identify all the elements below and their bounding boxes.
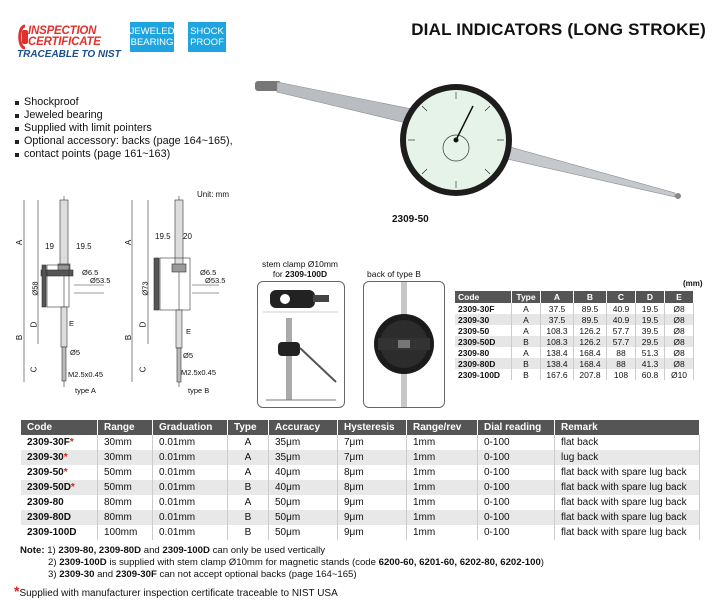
dim-e-label-typeB: E [186,327,192,336]
cell-c: 57.7 [607,325,636,336]
stem-caption-for: for [272,269,286,279]
cell-b: 168.4 [574,347,607,358]
cell-type: A [228,435,269,450]
type-a-label: type A [75,386,96,395]
note-3-model1: 2309-30 [59,569,95,580]
note-1-and: and [141,545,163,556]
cell-range-rev: 1mm [407,480,478,495]
cert-title-line2: CERTIFICATE [28,36,101,48]
code-text: 2309-30 [27,452,64,463]
stem-clamp-caption [255,259,345,279]
footer-note [14,583,338,599]
certificate-star: * [70,482,75,493]
cell-dial-reading: 0-100 [478,450,555,465]
dial-center [454,138,459,143]
cell-remark: flat back with spare lug back [555,465,700,480]
cell-graduation: 0.01mm [153,525,228,540]
cell-graduation: 0.01mm [153,510,228,525]
dim-b-label-typeB: B [124,334,134,341]
dim-m25-label-typeA: M2.5x0.45 [68,370,104,379]
cell-code: 2309-30 [455,314,512,325]
dim-19-label-typeA: 19 [45,242,54,251]
cell-d: 41.3 [636,358,665,369]
table-row [21,480,700,495]
certificate-title [28,26,101,48]
cell-code: 2309-80D [455,358,512,369]
cell-graduation: 0.01mm [153,435,228,450]
cell-a: 37.5 [541,314,574,325]
table-row [455,336,694,347]
cell-type: B [228,525,269,540]
dim-table-unit: (mm) [683,279,703,288]
footer-text: Supplied with manufacturer inspection certificate traceable to NIST USA [19,588,338,599]
dim-195-label-typeB: 19.5 [155,232,171,241]
cell-e: Ø8 [665,358,694,369]
cell-d: 39.5 [636,325,665,336]
note-1-models: 2309-80, 2309-80D [58,545,142,556]
cell-type: A [228,495,269,510]
feature-item: Jeweled bearing [14,109,233,122]
dim-col-a: A [541,291,574,303]
cell-code: 2309-80 [455,347,512,358]
badge-shock-line2: PROOF [190,37,224,48]
dim-col-c: C [607,291,636,303]
cell-dial-reading: 0-100 [478,525,555,540]
cell-e: Ø10 [665,369,694,380]
cell-code: 2309-50D [455,336,512,347]
note-3-prefix: 3) [48,569,60,580]
dim-e-label-typeA: E [69,319,75,328]
cell-e: Ø8 [665,325,694,336]
cell-dial-reading: 0-100 [478,510,555,525]
note-3-and: and [94,569,116,580]
dim-m25-label-typeB: M2.5x0.45 [181,368,217,377]
cell-code [21,480,98,495]
cell-range: 80mm [98,510,153,525]
cell-code: 2309-100D [455,369,512,380]
cell-accuracy: 50μm [269,495,338,510]
cell-remark: flat back [555,435,700,450]
page-title: DIAL INDICATORS (LONG STROKE) [411,20,706,39]
cell-hysteresis: 8μm [338,480,407,495]
jeweled-bearing-badge [130,22,174,52]
cell-c: 40.9 [607,314,636,325]
cell-graduation: 0.01mm [153,495,228,510]
note-3 [20,569,544,581]
note-1-prefix: 1) [47,545,59,556]
cell-range-rev: 1mm [407,465,478,480]
col-graduation: Graduation [153,420,228,435]
cell-type: A [512,325,541,336]
cell-b: 168.4 [574,358,607,369]
cell-d: 51.3 [636,347,665,358]
table-row [21,435,700,450]
table-row [21,450,700,465]
note-2-codes: 6200-60, 6201-60, 6202-80, 6202-100 [378,557,541,568]
table-row [455,325,694,336]
cell-c: 88 [607,347,636,358]
dim-a-label-typeA: A [15,239,25,246]
cell-type: A [512,303,541,314]
dim-c-label-typeA: C [29,366,39,373]
col-dial-reading: Dial reading [478,420,555,435]
cell-e: Ø8 [665,347,694,358]
cell-c: 57.7 [607,336,636,347]
table-row [21,525,700,540]
cell-e: Ø8 [665,303,694,314]
dim-col-type: Type [512,291,541,303]
cell-graduation: 0.01mm [153,465,228,480]
table-row [455,303,694,314]
cell-remark: flat back with spare lug back [555,525,700,540]
table-row [21,510,700,525]
dim-b-label-typeA: B [15,334,25,341]
feature-item-continued [14,148,233,161]
cell-type: A [512,347,541,358]
cell-accuracy: 40μm [269,480,338,495]
note-2-end: ) [540,557,544,568]
col-code: Code [21,420,98,435]
back-type-b-illustration [364,282,444,407]
contact-point [675,193,681,199]
cell-graduation: 0.01mm [153,480,228,495]
cell-type: B [512,336,541,347]
table-row [455,369,694,380]
cell-e: Ø8 [665,314,694,325]
cell-type: A [512,314,541,325]
note-1-text: can only be used vertically [209,545,326,556]
cell-b: 207.8 [574,369,607,380]
cell-b: 126.2 [574,336,607,347]
dim-col-e: E [665,291,694,303]
unit-label: Unit: mm [197,190,229,199]
note-1-model3: 2309-100D [162,545,210,556]
badge-jeweled-line2: BEARING [130,37,174,48]
cell-hysteresis: 7μm [338,450,407,465]
dim-phi58-label: Ø58 [30,281,40,296]
cell-code [21,495,98,510]
cell-accuracy: 50μm [269,510,338,525]
cell-accuracy: 40μm [269,465,338,480]
cell-d: 19.5 [636,303,665,314]
col-type: Type [228,420,269,435]
product-model-label: 2309-50 [392,214,429,225]
code-text: 2309-50 [27,467,64,478]
cell-range: 100mm [98,525,153,540]
cell-range: 30mm [98,450,153,465]
dim-195-label-typeA: 19.5 [76,242,92,251]
certificate-star: * [69,437,74,448]
cell-remark: lug back [555,450,700,465]
cell-range: 80mm [98,495,153,510]
cell-type: B [512,369,541,380]
cell-code [21,450,98,465]
cell-type: B [512,358,541,369]
cell-remark: flat back with spare lug back [555,480,700,495]
cell-c: 40.9 [607,303,636,314]
back-type-b-photo [363,281,445,408]
col-range-rev: Range/rev [407,420,478,435]
cell-d: 29.5 [636,336,665,347]
dim-phi5-label-typeA: Ø5 [70,348,81,357]
cell-c: 108 [607,369,636,380]
certificate-star: * [63,452,68,463]
cell-c: 88 [607,358,636,369]
cell-range-rev: 1mm [407,450,478,465]
stem-clamp-illustration [258,282,344,407]
cell-d: 60.8 [636,369,665,380]
cell-b: 126.2 [574,325,607,336]
cell-a: 108.3 [541,325,574,336]
traceable-text: TRACEABLE TO NIST [17,49,121,60]
code-text: 2309-30F [27,437,70,448]
cell-hysteresis: 8μm [338,465,407,480]
table-row [455,314,694,325]
cell-dial-reading: 0-100 [478,465,555,480]
cell-code: 2309-50 [455,325,512,336]
cell-b: 89.5 [574,314,607,325]
spindle-lower [485,140,675,197]
cell-e: Ø8 [665,336,694,347]
cert-title-line1: INSPECTION [28,25,97,37]
dimension-table [455,291,694,380]
badge-shock-line1: SHOCK [190,26,224,37]
table-row [455,347,694,358]
cell-hysteresis: 7μm [338,435,407,450]
code-text: 2309-100D [27,527,77,538]
code-text: 2309-80 [27,497,64,508]
cell-remark: flat back with spare lug back [555,510,700,525]
cell-graduation: 0.01mm [153,450,228,465]
table-row [455,358,694,369]
cell-type: A [228,465,269,480]
feature-item: Shockproof [14,96,233,109]
dim-d-label-typeA: D [29,321,39,328]
badge-jeweled-line1: JEWELED [129,26,175,37]
note-3-text: can not accept optional backs (page 164~165) [156,569,357,580]
cell-a: 37.5 [541,303,574,314]
footer-star: * [14,583,20,599]
col-remark: Remark [555,420,700,435]
dim-phi535-label-typeB: Ø53.5 [205,276,226,285]
table-row [21,465,700,480]
cell-code [21,525,98,540]
stem-clamp-photo [257,281,345,408]
cell-hysteresis: 9μm [338,525,407,540]
note-2-prefix: 2) [48,557,60,568]
cell-code [21,510,98,525]
cell-a: 108.3 [541,336,574,347]
cell-type: B [228,510,269,525]
note-2 [20,557,544,569]
cell-range-rev: 1mm [407,525,478,540]
cell-code [21,435,98,450]
stem-caption-model: 2309-100D [285,269,328,279]
cell-d: 19.5 [636,314,665,325]
cell-hysteresis: 9μm [338,495,407,510]
note-label: Note: [20,545,45,556]
col-range: Range [98,420,153,435]
cell-range: 30mm [98,435,153,450]
cell-b: 89.5 [574,303,607,314]
cell-accuracy: 35μm [269,435,338,450]
cell-type: B [228,480,269,495]
col-hysteresis: Hysteresis [338,420,407,435]
certificate-star: * [63,467,68,478]
dial-indicator-photo [245,70,685,210]
specification-table [21,420,700,540]
type-b-label: type B [188,386,210,395]
dim-20-label-typeB: 20 [183,232,192,241]
code-text: 2309-50D [27,482,71,493]
cell-range: 50mm [98,480,153,495]
cell-hysteresis: 9μm [338,510,407,525]
spec-table-header-row [21,420,700,435]
dim-phi73-label: Ø73 [140,281,150,296]
cell-dial-reading: 0-100 [478,480,555,495]
dim-col-d: D [636,291,665,303]
cell-range-rev: 1mm [407,495,478,510]
cell-dial-reading: 0-100 [478,495,555,510]
dim-phi5-label-typeB: Ø5 [183,351,194,360]
dim-phi65-label-typeA: Ø6.5 [82,268,99,277]
cell-range: 50mm [98,465,153,480]
stem-caption-line1: stem clamp Ø10mm [261,259,339,269]
note-1 [20,545,544,557]
dim-c-label-typeB: C [138,366,148,373]
note-2-text: is supplied with stem clamp Ø10mm for magnetic stands (code [106,557,379,568]
shock-proof-badge [188,22,226,52]
dim-d-label-typeB: D [138,321,148,328]
col-accuracy: Accuracy [269,420,338,435]
features-list [14,96,233,161]
cell-type: A [228,450,269,465]
feature-item: Supplied with limit pointers [14,122,233,135]
dim-a-label-typeB: A [124,239,134,246]
cell-code: 2309-30F [455,303,512,314]
back-type-b-caption: back of type B [367,269,421,279]
dim-col-b: B [574,291,607,303]
cell-accuracy: 35μm [269,450,338,465]
dim-table-header-row [455,291,694,303]
dim-phi65-label-typeB: Ø6.5 [200,268,217,277]
cell-a: 138.4 [541,347,574,358]
cell-accuracy: 50μm [269,525,338,540]
feature-item-text: contact points (page 161~163) [24,148,171,160]
cell-remark: flat back with spare lug back [555,495,700,510]
stem-caption-line2 [255,269,345,279]
dim-col-code: Code [455,291,512,303]
feature-item: Optional accessory: backs (page 164~165), [14,135,233,148]
dim-phi535-label-typeA: Ø53.5 [90,276,111,285]
cell-a: 167.6 [541,369,574,380]
cell-range-rev: 1mm [407,510,478,525]
code-text: 2309-80D [27,512,71,523]
cell-a: 138.4 [541,358,574,369]
cell-range-rev: 1mm [407,435,478,450]
cell-dial-reading: 0-100 [478,435,555,450]
notes-section [20,545,544,581]
note-3-model2: 2309-30F [115,569,157,580]
note-2-model: 2309-100D [59,557,107,568]
table-row [21,495,700,510]
cell-code [21,465,98,480]
